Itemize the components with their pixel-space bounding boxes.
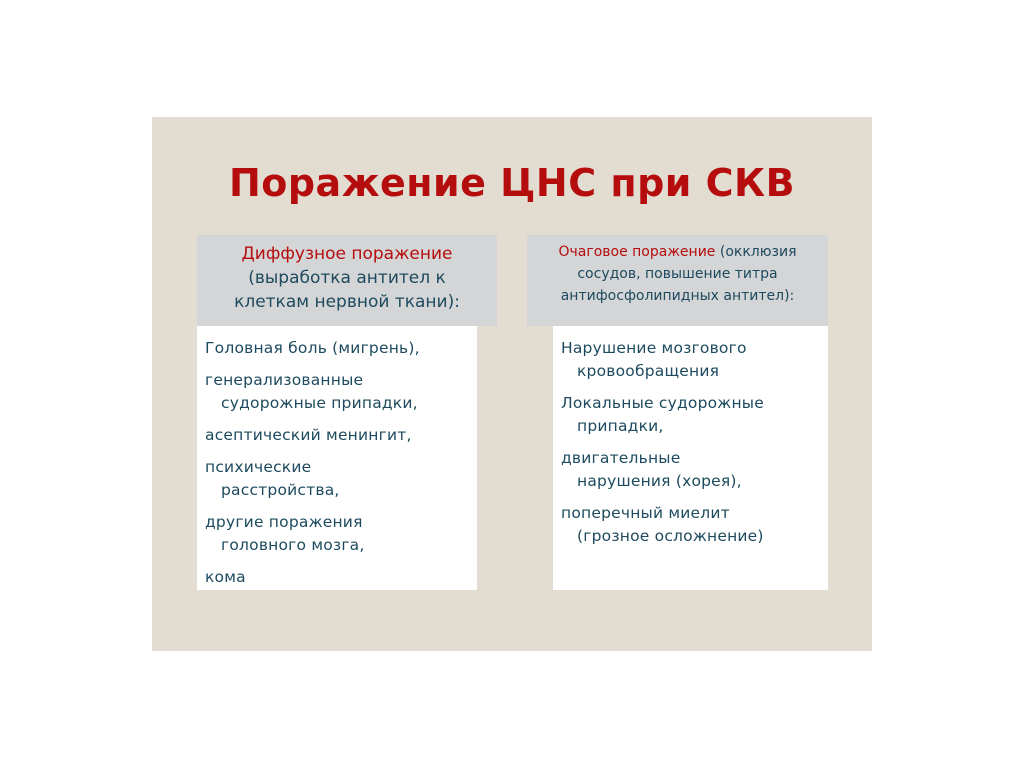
list-item-line: кома bbox=[205, 568, 246, 586]
list-item-line: Нарушение мозгового bbox=[561, 339, 747, 357]
list-item-line-continued: кровообращения bbox=[577, 362, 720, 380]
slide-title: Поражение ЦНС при СКВ bbox=[228, 161, 796, 205]
focal-lesion-list bbox=[553, 326, 828, 590]
list-item-line: Головная боль (мигрень), bbox=[205, 339, 420, 357]
list-item-line: другие поражения bbox=[205, 513, 363, 531]
list-item-line-continued: (грозное осложнение) bbox=[577, 527, 764, 545]
list-item-line: психические bbox=[205, 458, 312, 476]
list-item bbox=[205, 337, 469, 360]
list-item-line: генерализованные bbox=[205, 371, 364, 389]
diffuse-lesion-header-line3: клеткам нервной ткани): bbox=[234, 292, 460, 312]
focal-lesion-header bbox=[527, 235, 828, 326]
diffuse-lesion-header-line2: (выработка антител к bbox=[248, 268, 446, 288]
list-item-line-continued: судорожные припадки, bbox=[221, 394, 418, 412]
diffuse-lesion-label: Диффузное поражение bbox=[241, 244, 453, 264]
slide bbox=[152, 117, 872, 651]
list-item bbox=[561, 502, 820, 548]
focal-lesion-header-line2: сосудов, повышение титра bbox=[577, 266, 778, 282]
diffuse-lesion-list bbox=[197, 326, 477, 590]
list-item-line-continued: нарушения (хорея), bbox=[577, 472, 742, 490]
list-item-line: асептический менингит, bbox=[205, 426, 412, 444]
diffuse-lesion-header-line1 bbox=[197, 242, 497, 266]
diffuse-lesion-header bbox=[197, 235, 497, 326]
list-item-line: двигательные bbox=[561, 449, 681, 467]
list-item-line-continued: головного мозга, bbox=[221, 536, 365, 554]
focal-lesion-header-rest: (окклюзия bbox=[715, 244, 797, 260]
list-item bbox=[205, 566, 469, 589]
list-item-line-continued: припадки, bbox=[577, 417, 664, 435]
list-item bbox=[561, 337, 820, 383]
list-item-line: Локальные судорожные bbox=[561, 394, 764, 412]
focal-lesion-label: Очаговое поражение bbox=[558, 244, 716, 260]
list-item-line-continued: расстройства, bbox=[221, 481, 340, 499]
list-item bbox=[561, 392, 820, 438]
list-item bbox=[205, 511, 469, 557]
focal-lesion-header-line3: антифосфолипидных антител): bbox=[560, 288, 795, 304]
list-item bbox=[205, 424, 469, 447]
list-item bbox=[205, 456, 469, 502]
list-item bbox=[561, 447, 820, 493]
list-item-line: поперечный миелит bbox=[561, 504, 730, 522]
focal-lesion-header-line1 bbox=[527, 241, 828, 263]
list-item bbox=[205, 369, 469, 415]
